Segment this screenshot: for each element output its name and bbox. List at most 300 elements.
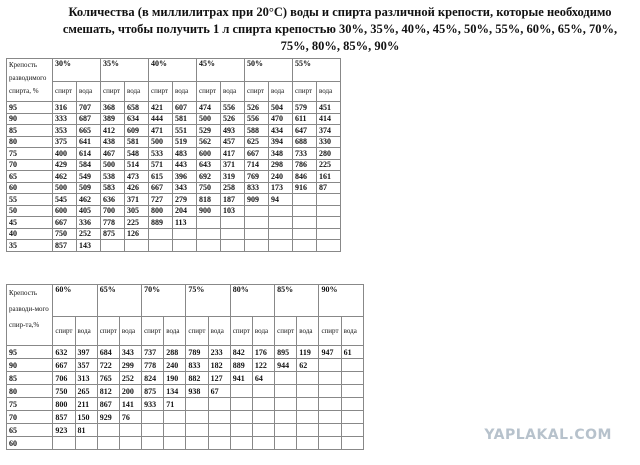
spirit-volume-cell: 667	[245, 148, 269, 160]
spirit-volume-cell: 875	[142, 385, 164, 398]
spirit-column-header: спирт	[275, 317, 297, 346]
spirit-volume-cell: 900	[197, 205, 221, 217]
water-volume-cell: 519	[173, 136, 197, 148]
source-strength-cell: 65	[7, 424, 53, 437]
water-volume-cell: 94	[269, 194, 293, 206]
water-volume-cell	[341, 424, 363, 437]
water-volume-cell: 584	[77, 159, 101, 171]
spirit-column-header: спирт	[197, 81, 221, 101]
water-volume-cell: 483	[173, 148, 197, 160]
water-volume-cell	[297, 437, 319, 450]
spirit-volume-cell	[293, 228, 317, 240]
spirit-volume-cell: 500	[53, 182, 77, 194]
water-volume-cell: 211	[75, 398, 97, 411]
table-row	[7, 240, 341, 252]
spirit-volume-cell: 375	[53, 136, 77, 148]
water-volume-cell	[317, 194, 341, 206]
source-strength-cell: 45	[7, 217, 53, 229]
spirit-volume-cell	[245, 228, 269, 240]
spirit-column-header: спирт	[230, 317, 252, 346]
spirit-volume-cell: 556	[245, 113, 269, 125]
water-volume-cell: 141	[119, 398, 141, 411]
spirit-volume-cell	[186, 411, 208, 424]
spirit-volume-cell: 500	[101, 159, 125, 171]
water-volume-cell: 299	[119, 359, 141, 372]
table-row	[7, 411, 364, 424]
spirit-volume-cell: 526	[245, 102, 269, 114]
water-volume-cell: 280	[317, 148, 341, 160]
spirit-column-header: спирт	[53, 81, 77, 101]
water-volume-cell: 298	[269, 159, 293, 171]
source-strength-cell: 60	[7, 437, 53, 450]
spirit-volume-cell: 462	[53, 171, 77, 183]
water-volume-cell: 176	[252, 346, 274, 359]
spirit-volume-cell: 636	[101, 194, 125, 206]
water-volume-cell: 509	[77, 182, 101, 194]
spirit-volume-cell	[275, 372, 297, 385]
water-volume-cell: 665	[77, 125, 101, 137]
source-strength-cell: 75	[7, 398, 53, 411]
water-volume-cell: 71	[164, 398, 186, 411]
spirit-volume-cell: 778	[142, 359, 164, 372]
source-strength-cell: 85	[7, 372, 53, 385]
spirit-volume-cell: 529	[197, 125, 221, 137]
spirit-volume-cell: 916	[293, 182, 317, 194]
spirit-volume-cell: 750	[53, 228, 77, 240]
spirit-volume-cell	[293, 205, 317, 217]
target-strength-header: 35%	[101, 59, 149, 82]
water-volume-cell	[269, 240, 293, 252]
spirit-volume-cell: 722	[97, 359, 119, 372]
spirit-volume-cell: 818	[197, 194, 221, 206]
table-row	[7, 217, 341, 229]
spirit-volume-cell: 583	[101, 182, 125, 194]
water-volume-cell: 556	[221, 102, 245, 114]
spirit-volume-cell	[97, 437, 119, 450]
water-volume-cell: 204	[173, 205, 197, 217]
spirit-volume-cell	[197, 217, 221, 229]
spirit-volume-cell	[142, 424, 164, 437]
spirit-column-header: спирт	[319, 317, 341, 346]
spirit-volume-cell: 643	[197, 159, 221, 171]
spirit-volume-cell	[186, 424, 208, 437]
spirit-volume-cell: 579	[293, 102, 317, 114]
spirit-volume-cell	[275, 424, 297, 437]
spirit-column-header: спирт	[142, 317, 164, 346]
spirit-volume-cell: 533	[149, 148, 173, 160]
water-volume-cell: 187	[221, 194, 245, 206]
table-header-row	[7, 59, 341, 82]
spirit-volume-cell: 429	[53, 159, 77, 171]
water-volume-cell: 607	[173, 102, 197, 114]
water-column-header: вода	[208, 317, 230, 346]
target-strength-header: 90%	[319, 285, 364, 317]
source-strength-header: Крепость разводи-мого спир-та,%	[7, 285, 53, 346]
spirit-volume-cell	[186, 398, 208, 411]
water-volume-cell	[208, 398, 230, 411]
target-strength-header: 40%	[149, 59, 197, 82]
spirit-volume-cell: 857	[53, 411, 75, 424]
water-volume-cell: 470	[269, 113, 293, 125]
spirit-volume-cell: 444	[149, 113, 173, 125]
water-volume-cell: 62	[297, 359, 319, 372]
spirit-volume-cell	[275, 385, 297, 398]
water-volume-cell	[208, 424, 230, 437]
water-volume-cell	[252, 385, 274, 398]
water-volume-cell	[221, 228, 245, 240]
spirit-volume-cell	[319, 372, 341, 385]
water-volume-cell: 225	[317, 159, 341, 171]
spirit-volume-cell	[149, 228, 173, 240]
spirit-volume-cell	[319, 411, 341, 424]
source-strength-header: Крепость разводимого спирта, %	[7, 59, 53, 102]
spirit-volume-cell: 545	[53, 194, 77, 206]
spirit-volume-cell: 400	[53, 148, 77, 160]
water-volume-cell: 634	[125, 113, 149, 125]
water-column-header: вода	[119, 317, 141, 346]
spirit-volume-cell: 611	[293, 113, 317, 125]
water-volume-cell: 336	[77, 217, 101, 229]
source-strength-cell: 90	[7, 113, 53, 125]
table-row	[7, 171, 341, 183]
table-row	[7, 437, 364, 450]
water-volume-cell	[173, 240, 197, 252]
spirit-volume-cell: 824	[142, 372, 164, 385]
water-volume-cell: 143	[77, 240, 101, 252]
water-volume-cell: 330	[317, 136, 341, 148]
water-volume-cell	[125, 240, 149, 252]
target-strength-header: 80%	[230, 285, 274, 317]
spirit-volume-cell: 842	[230, 346, 252, 359]
water-volume-cell: 134	[164, 385, 186, 398]
water-volume-cell	[164, 411, 186, 424]
target-strength-header: 55%	[293, 59, 341, 82]
spirit-volume-cell	[197, 240, 221, 252]
spirit-volume-cell: 923	[53, 424, 75, 437]
water-volume-cell	[208, 411, 230, 424]
page-title: Количества (в миллилитрах при 20°С) воды и спирта различной крепости, которые необходимо смешать, чтобы получить 1 л спирта крепостью 30%, 35%, 40%, 45%, 50%, 55%, 60%, 65%, 70%, 75%, 80%, 85%, 90%	[62, 5, 618, 53]
water-volume-cell	[221, 240, 245, 252]
water-volume-cell: 417	[221, 148, 245, 160]
water-volume-cell: 343	[173, 182, 197, 194]
water-volume-cell	[317, 217, 341, 229]
spirit-volume-cell	[230, 424, 252, 437]
water-volume-cell	[341, 437, 363, 450]
spirit-volume-cell	[245, 240, 269, 252]
spirit-volume-cell: 750	[197, 182, 221, 194]
spirit-volume-cell: 333	[53, 113, 77, 125]
spirit-volume-cell: 933	[142, 398, 164, 411]
table-subheader-row	[7, 81, 341, 101]
spirit-volume-cell: 786	[293, 159, 317, 171]
water-volume-cell: 371	[221, 159, 245, 171]
water-volume-cell: 288	[164, 346, 186, 359]
source-strength-cell: 70	[7, 411, 53, 424]
spirit-volume-cell: 895	[275, 346, 297, 359]
table-row	[7, 113, 341, 125]
spirit-volume-cell	[319, 424, 341, 437]
spirit-volume-cell: 700	[101, 205, 125, 217]
spirit-volume-cell: 600	[197, 148, 221, 160]
spirit-volume-cell	[149, 240, 173, 252]
spirit-volume-cell: 389	[101, 113, 125, 125]
spirit-volume-cell: 625	[245, 136, 269, 148]
spirit-volume-cell: 727	[149, 194, 173, 206]
water-volume-cell	[297, 372, 319, 385]
spirit-volume-cell	[245, 217, 269, 229]
spirit-volume-cell: 571	[149, 159, 173, 171]
water-volume-cell	[173, 228, 197, 240]
spirit-volume-cell	[230, 437, 252, 450]
water-volume-cell: 551	[173, 125, 197, 137]
spirit-volume-cell: 789	[186, 346, 208, 359]
water-volume-cell: 225	[125, 217, 149, 229]
water-volume-cell: 81	[75, 424, 97, 437]
water-volume-cell	[341, 398, 363, 411]
table-row	[7, 346, 364, 359]
water-column-header: вода	[75, 317, 97, 346]
water-volume-cell: 374	[317, 125, 341, 137]
water-volume-cell: 426	[125, 182, 149, 194]
water-volume-cell	[341, 359, 363, 372]
target-strength-header: 85%	[275, 285, 319, 317]
spirit-volume-cell: 737	[142, 346, 164, 359]
water-volume-cell: 434	[269, 125, 293, 137]
spirit-volume-cell: 467	[101, 148, 125, 160]
source-strength-cell: 80	[7, 385, 53, 398]
water-volume-cell: 707	[77, 102, 101, 114]
water-column-header: вода	[317, 81, 341, 101]
water-volume-cell: 493	[221, 125, 245, 137]
water-volume-cell: 87	[317, 182, 341, 194]
water-volume-cell	[269, 205, 293, 217]
spirit-volume-cell: 833	[245, 182, 269, 194]
water-volume-cell: 240	[164, 359, 186, 372]
water-volume-cell	[341, 372, 363, 385]
spirit-volume-cell	[186, 437, 208, 450]
source-strength-cell: 35	[7, 240, 53, 252]
spirit-volume-cell	[319, 385, 341, 398]
water-volume-cell	[317, 205, 341, 217]
spirit-volume-cell	[230, 385, 252, 398]
water-volume-cell: 451	[317, 102, 341, 114]
water-volume-cell: 473	[125, 171, 149, 183]
spirit-volume-cell: 667	[53, 217, 77, 229]
water-volume-cell: 279	[173, 194, 197, 206]
source-strength-cell: 95	[7, 346, 53, 359]
source-strength-cell: 40	[7, 228, 53, 240]
spirit-volume-cell	[101, 240, 125, 252]
table-header-row	[7, 285, 364, 317]
spirit-volume-cell	[275, 437, 297, 450]
water-volume-cell: 549	[77, 171, 101, 183]
water-volume-cell: 687	[77, 113, 101, 125]
spirit-volume-cell: 421	[149, 102, 173, 114]
water-volume-cell: 405	[77, 205, 101, 217]
water-volume-cell: 319	[221, 171, 245, 183]
source-strength-cell: 85	[7, 125, 53, 137]
table-row	[7, 102, 341, 114]
water-volume-cell: 457	[221, 136, 245, 148]
table-row	[7, 148, 341, 160]
water-volume-cell: 103	[221, 205, 245, 217]
water-volume-cell: 240	[269, 171, 293, 183]
water-volume-cell: 305	[125, 205, 149, 217]
water-volume-cell: 252	[77, 228, 101, 240]
spirit-volume-cell	[319, 359, 341, 372]
water-volume-cell: 343	[119, 346, 141, 359]
spirit-column-header: спирт	[186, 317, 208, 346]
water-volume-cell: 396	[173, 171, 197, 183]
water-volume-cell: 348	[269, 148, 293, 160]
spirit-volume-cell	[293, 194, 317, 206]
spirit-volume-cell: 875	[101, 228, 125, 240]
spirit-volume-cell: 353	[53, 125, 77, 137]
table-row	[7, 424, 364, 437]
water-volume-cell: 581	[125, 136, 149, 148]
spirit-volume-cell: 889	[149, 217, 173, 229]
water-column-header: вода	[173, 81, 197, 101]
water-volume-cell: 122	[252, 359, 274, 372]
spirit-volume-cell: 471	[149, 125, 173, 137]
water-column-header: вода	[221, 81, 245, 101]
water-volume-cell	[252, 437, 274, 450]
water-volume-cell: 265	[75, 385, 97, 398]
target-strength-header: 75%	[186, 285, 230, 317]
spirit-volume-cell: 867	[97, 398, 119, 411]
water-volume-cell: 614	[77, 148, 101, 160]
spirit-volume-cell: 316	[53, 102, 77, 114]
table-row	[7, 372, 364, 385]
target-strength-header: 70%	[142, 285, 186, 317]
spirit-volume-cell: 846	[293, 171, 317, 183]
water-volume-cell: 414	[317, 113, 341, 125]
water-volume-cell: 443	[173, 159, 197, 171]
spirit-volume-cell	[275, 411, 297, 424]
spirit-volume-cell	[319, 398, 341, 411]
water-volume-cell: 200	[119, 385, 141, 398]
spirit-volume-cell: 938	[186, 385, 208, 398]
spirit-volume-cell: 947	[319, 346, 341, 359]
dilution-table-1	[6, 58, 341, 252]
spirit-volume-cell: 714	[245, 159, 269, 171]
water-volume-cell	[341, 385, 363, 398]
water-volume-cell	[341, 411, 363, 424]
spirit-volume-cell	[319, 437, 341, 450]
water-volume-cell	[317, 240, 341, 252]
spirit-volume-cell: 632	[53, 346, 75, 359]
target-strength-header: 30%	[53, 59, 101, 82]
spirit-volume-cell: 778	[101, 217, 125, 229]
spirit-volume-cell: 944	[275, 359, 297, 372]
table-row	[7, 159, 341, 171]
water-column-header: вода	[125, 81, 149, 101]
water-volume-cell: 357	[75, 359, 97, 372]
spirit-volume-cell: 765	[97, 372, 119, 385]
spirit-volume-cell: 889	[230, 359, 252, 372]
water-volume-cell	[75, 437, 97, 450]
water-volume-cell	[297, 424, 319, 437]
source-strength-cell: 60	[7, 182, 53, 194]
table-row	[7, 194, 341, 206]
water-volume-cell: 641	[77, 136, 101, 148]
water-volume-cell: 113	[173, 217, 197, 229]
water-volume-cell: 504	[269, 102, 293, 114]
spirit-volume-cell	[293, 217, 317, 229]
water-volume-cell: 190	[164, 372, 186, 385]
target-strength-header: 45%	[197, 59, 245, 82]
water-volume-cell: 64	[252, 372, 274, 385]
water-volume-cell: 658	[125, 102, 149, 114]
spirit-volume-cell: 688	[293, 136, 317, 148]
water-volume-cell: 161	[317, 171, 341, 183]
water-column-header: вода	[341, 317, 363, 346]
spirit-volume-cell	[230, 411, 252, 424]
water-volume-cell: 76	[119, 411, 141, 424]
spirit-volume-cell: 750	[53, 385, 75, 398]
table-row	[7, 359, 364, 372]
water-volume-cell: 119	[297, 346, 319, 359]
spirit-volume-cell	[230, 398, 252, 411]
spirit-column-header: спирт	[293, 81, 317, 101]
source-strength-cell: 70	[7, 159, 53, 171]
water-volume-cell: 258	[221, 182, 245, 194]
spirit-volume-cell: 438	[101, 136, 125, 148]
table-row	[7, 136, 341, 148]
source-strength-cell: 90	[7, 359, 53, 372]
water-volume-cell	[164, 437, 186, 450]
table-row	[7, 182, 341, 194]
spirit-volume-cell: 500	[197, 113, 221, 125]
water-volume-cell: 61	[341, 346, 363, 359]
table-row	[7, 125, 341, 137]
spirit-volume-cell: 833	[186, 359, 208, 372]
spirit-volume-cell: 368	[101, 102, 125, 114]
spirit-column-header: спирт	[101, 81, 125, 101]
water-volume-cell: 371	[125, 194, 149, 206]
water-volume-cell: 252	[119, 372, 141, 385]
spirit-volume-cell	[142, 437, 164, 450]
spirit-volume-cell: 857	[53, 240, 77, 252]
spirit-volume-cell: 647	[293, 125, 317, 137]
source-strength-cell: 95	[7, 102, 53, 114]
target-strength-header: 60%	[53, 285, 97, 317]
table-row	[7, 228, 341, 240]
water-volume-cell: 548	[125, 148, 149, 160]
spirit-volume-cell	[97, 424, 119, 437]
water-volume-cell	[269, 217, 293, 229]
source-strength-cell: 75	[7, 148, 53, 160]
water-volume-cell	[252, 398, 274, 411]
spirit-volume-cell: 588	[245, 125, 269, 137]
table-subheader-row	[7, 317, 364, 346]
water-volume-cell	[297, 398, 319, 411]
spirit-volume-cell: 909	[245, 194, 269, 206]
table-row	[7, 385, 364, 398]
spirit-volume-cell: 615	[149, 171, 173, 183]
water-volume-cell	[317, 228, 341, 240]
water-volume-cell: 126	[125, 228, 149, 240]
water-volume-cell: 233	[208, 346, 230, 359]
spirit-volume-cell: 769	[245, 171, 269, 183]
water-volume-cell: 526	[221, 113, 245, 125]
water-volume-cell	[208, 437, 230, 450]
water-volume-cell: 150	[75, 411, 97, 424]
source-strength-cell: 65	[7, 171, 53, 183]
table-row	[7, 205, 341, 217]
spirit-volume-cell: 812	[97, 385, 119, 398]
water-volume-cell: 462	[77, 194, 101, 206]
